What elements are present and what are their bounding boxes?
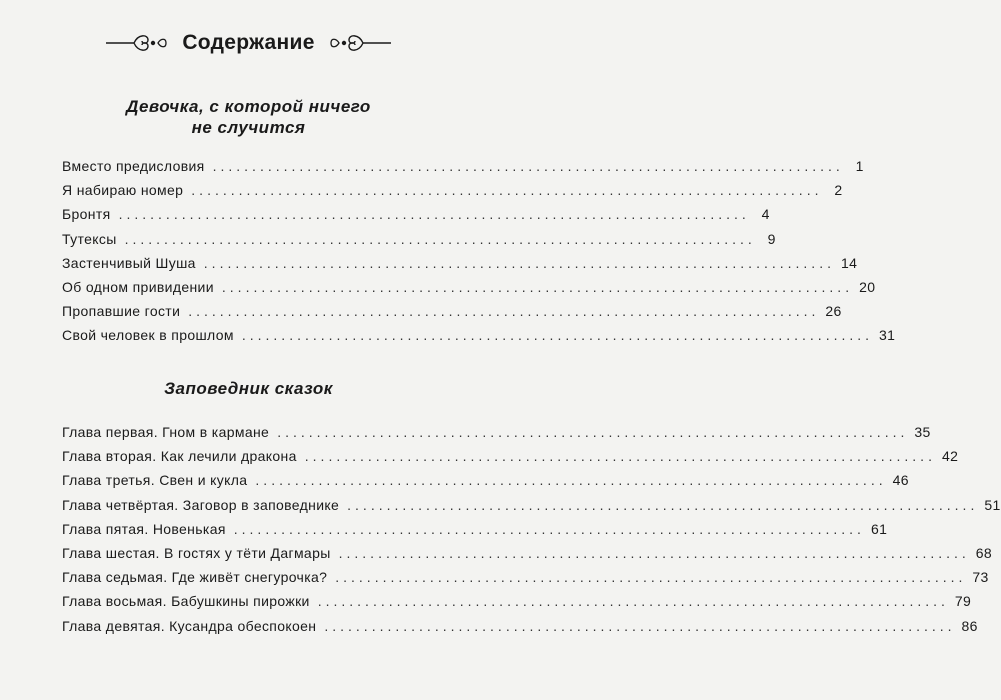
leader-dots: ................................................................................ [118,206,750,223]
toc-entry-page: 20 [859,278,876,295]
flourish-left-icon [106,30,168,56]
leader-dots: ................................................................................ [277,424,909,440]
toc-entry-page: 35 [914,424,931,440]
toc-entry[interactable] [62,182,843,206]
leader-dots: ................................................................................ [221,278,854,295]
leader-dots: ................................................................................ [241,327,874,344]
toc-entry-page: 31 [879,327,896,344]
leader-dots: ................................................................................ [347,496,979,513]
toc-entry[interactable] [62,424,931,448]
page-header [0,30,497,56]
toc-entry[interactable] [62,544,993,569]
toc-entry-title: Глава шестая. В гостях у тёти Дагмары [62,544,331,561]
leader-dots: ................................................................................ [212,158,844,174]
toc-entry[interactable] [62,569,989,593]
toc-entry[interactable] [62,278,876,303]
toc-entry-page: 61 [870,520,888,537]
toc-entry[interactable] [62,254,858,279]
toc-entry[interactable] [62,496,1001,521]
toc-entry[interactable] [62,206,770,230]
toc-entry-title: Глава седьмая. Где живёт снегурочка? [62,569,328,586]
toc-entry-page: 73 [972,569,989,586]
leader-dots: ................................................................................ [335,569,967,586]
leader-dots: ................................................................................ [317,593,949,610]
toc-entry-title: Я набираю номер [62,182,184,199]
toc-entry-title: Пропавшие гости [62,303,181,320]
toc-entry-page: 26 [825,303,842,320]
toc-list [62,158,896,352]
toc-entry-title: Глава пятая. Новенькая [62,520,226,537]
toc-entry-title: Глава третья. Свен и кукла [62,472,248,489]
toc-list [62,424,1001,642]
section-title [0,96,497,138]
toc-entry-page: 4 [761,206,770,223]
toc-entry-page: 1 [855,158,864,174]
leader-dots: ................................................................................ [191,182,823,199]
section-title-line: Девочка, с которой ничего [126,97,371,116]
leader-dots: ................................................................................ [304,448,936,465]
toc-entry-page: 14 [840,254,858,271]
toc-entry-page: 68 [975,544,993,561]
toc-entry-title: Свой человек в прошлом [62,327,234,344]
toc-entry[interactable] [62,230,776,255]
toc-entry-page: 79 [954,593,972,610]
toc-entry[interactable] [62,593,972,617]
leader-dots: ................................................................................ [324,617,956,634]
toc-entry-page: 2 [834,182,843,199]
toc-entry[interactable] [62,303,842,327]
toc-entry[interactable] [62,520,888,545]
toc-entry[interactable] [62,617,978,642]
toc-entry-title: Глава четвёртая. Заговор в заповеднике [62,496,340,513]
flourish-right-icon [329,30,391,56]
toc-entry-title: Глава девятая. Кусандра обеспокоен [62,617,317,634]
toc-entry-page: 9 [767,230,776,247]
leader-dots: ................................................................................ [203,254,835,271]
toc-entry[interactable] [62,327,896,351]
toc-entry-title: Тутексы [62,230,117,247]
leader-dots: ................................................................................ [233,520,865,537]
toc-entry-title: Вместо предисловия [62,158,205,174]
toc-entry-title: Об одном привидении [62,278,214,295]
toc-entry-title: Глава восьмая. Бабушкины пирожки [62,593,310,610]
toc-entry-title: Глава вторая. Как лечили дракона [62,448,297,465]
toc-entry-page: 42 [941,448,959,465]
toc-entry-page: 51 [984,496,1001,513]
leader-dots: ................................................................................ [338,544,970,561]
section-title [0,378,497,399]
toc-entry[interactable] [62,158,864,182]
toc-entry-title: Застенчивый Шуша [62,254,196,271]
toc-entry-title: Бронтя [62,206,111,223]
toc-entry-title: Глава первая. Гном в кармане [62,424,270,440]
section-title-line: Заповедник сказок [164,379,333,398]
toc-entry[interactable] [62,472,909,496]
leader-dots: ................................................................................ [188,303,820,320]
leader-dots: ................................................................................ [255,472,887,489]
toc-entry-page: 46 [892,472,909,489]
section-title-line: не случится [191,118,306,137]
page-title: Содержание [182,31,315,54]
leader-dots: ................................................................................ [124,230,756,247]
toc-entry[interactable] [62,448,959,472]
toc-entry-page: 86 [961,617,978,634]
